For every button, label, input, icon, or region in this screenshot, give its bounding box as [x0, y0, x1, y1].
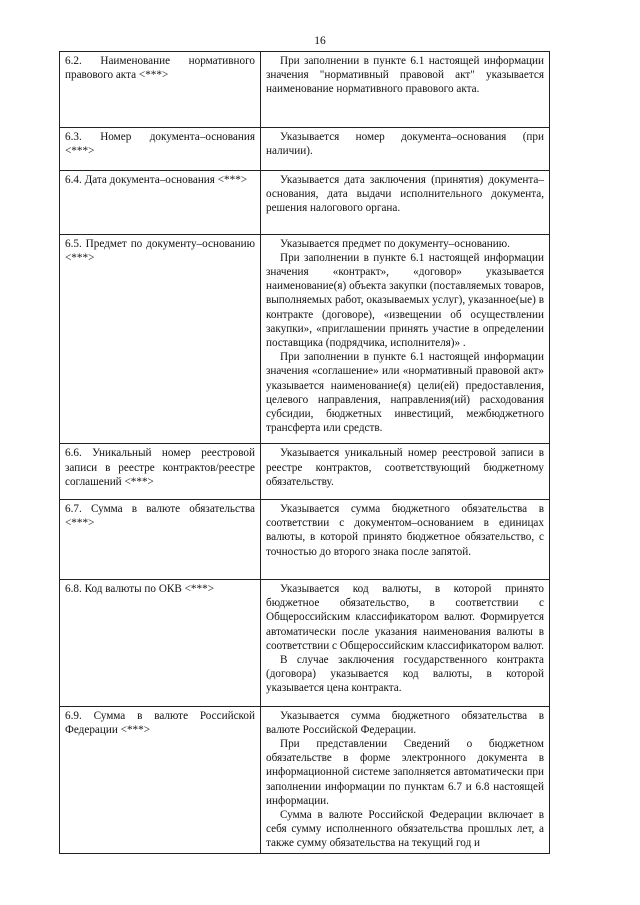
description-paragraph: Указывается сумма бюджетного обязательства в соответствии с документом–основанием в единицах валюты, в которой принято бюджетное обязательство, с точностью до второго знака после запятой.	[266, 503, 544, 558]
table-row	[60, 500, 550, 580]
description-paragraph: Указывается дата заключения (принятия) документа–основания, дата выдачи исполнительного документа, решения налогового органа.	[266, 174, 544, 215]
field-name-cell: 6.7. Сумма в валюте обязательства <***>	[60, 500, 261, 580]
field-description-cell	[261, 171, 550, 235]
field-description-cell	[261, 706, 550, 853]
requirements-table	[59, 51, 550, 854]
description-paragraph: Указывается сумма бюджетного обязательства в валюте Российской Федерации.	[266, 709, 544, 736]
description-paragraph: Указывается код валюты, в которой принято бюджетное обязательство, в соответствии с Общероссийским классификатором валют. Формируется автоматически после указания наименования валюты в соответствии с Общероссийским классификатором валют.	[266, 582, 544, 652]
field-name-cell: 6.9. Сумма в валюте Российской Федерации <***>	[60, 706, 261, 853]
field-name-cell: 6.2. Наименование нормативного правового акта <***>	[60, 52, 261, 128]
field-name-cell: 6.8. Код валюты по ОКВ <***>	[60, 579, 261, 706]
description-paragraph: При заполнении в пункте 6.1 настоящей информации значения "нормативный правовой акт" указывается наименование нормативного правового акта.	[266, 55, 544, 96]
description-paragraph: Указывается предмет по документу–основанию.	[280, 237, 510, 250]
field-description-cell	[261, 579, 550, 706]
table-row	[60, 706, 550, 853]
description-paragraph: В случае заключения государственного контракта (договора) указывается код валюты, в которой указывается цена контракта.	[266, 653, 544, 695]
field-description-cell	[261, 127, 550, 170]
table-row	[60, 52, 550, 128]
description-paragraph: При заполнении в пункте 6.1 настоящей информации значения «соглашение» или «нормативный правовой акт» указывается наименование(я) цели(ей) предоставления, целевого направления, направления(ий) расходования субсидии, бюджетных инвестиций, межбюджетного трансферта или средств.	[266, 351, 544, 435]
field-description-cell	[261, 52, 550, 128]
description-paragraph: Указывается уникальный номер реестровой записи в реестре контрактов, соответствующий бюджетному обязательству.	[266, 447, 544, 488]
table-row	[60, 579, 550, 706]
field-name-cell: 6.6. Уникальный номер реестровой записи в реестре контрактов/реестре соглашений <***>	[60, 444, 261, 500]
page-number: 16	[314, 35, 326, 47]
field-description-cell	[261, 500, 550, 580]
description-paragraph: Сумма в валюте Российской Федерации включает в себя сумму исполненного обязательства прошлых лет, а также сумму обязательства на текущий год и	[266, 808, 544, 850]
table-row	[60, 444, 550, 500]
table-row	[60, 234, 550, 444]
field-name-cell: 6.5. Предмет по документу–основанию <***>	[60, 234, 261, 444]
field-name-cell: 6.4. Дата документа–основания <***>	[60, 171, 261, 235]
description-paragraph: При заполнении в пункте 6.1 настоящей информации значения «контракт», «договор» указывается наименование(я) объекта закупки (поставляемых товаров, выполняемых работ, оказываемых услуг), указанное(ые) в контракте (договоре), «извещении об осуществлении закупки», «приглашении принять участие в определении поставщика (подрядчика, исполнителя)» .	[266, 251, 544, 350]
description-paragraph: Указывается номер документа–основания (при наличии).	[266, 130, 544, 157]
description-paragraph: При представлении Сведений о бюджетном обязательстве в форме электронного документа в информационной системе заполняется автоматически при заполнении информации по пунктам 6.7 и 6.8 настоящей информации.	[266, 737, 544, 807]
field-description-cell	[261, 234, 550, 444]
field-name-cell: 6.3. Номер документа–основания <***>	[60, 127, 261, 170]
table-row	[60, 171, 550, 235]
table-row	[60, 127, 550, 170]
field-description-cell	[261, 444, 550, 500]
